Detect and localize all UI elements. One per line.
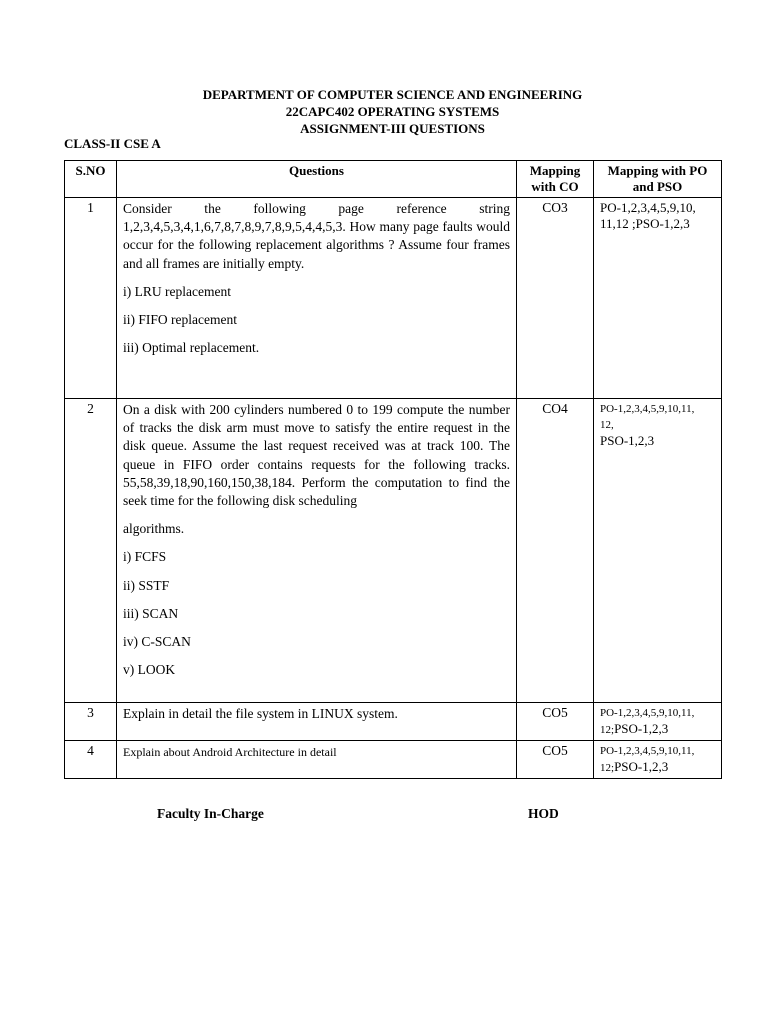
- question-text: Consider the following page reference string 1,2,3,4,5,3,4,1,6,7,8,7,8,9,7,8,9,5,4,4,5,3. How many page faults would occur for the following replacement algorithms ? Assume four frames and all frames are initially empty.: [123, 201, 510, 271]
- question-option: ii) FIFO replacement: [123, 312, 237, 328]
- row-po: [594, 198, 722, 399]
- po-line: PSO-1,2,3: [614, 759, 669, 774]
- table-row: [65, 703, 722, 741]
- header-questions: Questions: [117, 161, 517, 198]
- question-option: v) LOOK: [123, 662, 176, 678]
- table-row: [65, 741, 722, 779]
- po-line: 11,12 ;PSO-1,2,3: [600, 216, 690, 231]
- question-option: ii) SSTF: [123, 577, 170, 593]
- questions-table: [64, 160, 722, 779]
- question-option: iv) C-SCAN: [123, 634, 191, 650]
- po-line: PSO-1,2,3: [614, 721, 669, 736]
- course-title: 22CAPC402 OPERATING SYSTEMS: [285, 104, 500, 119]
- table-row: [65, 198, 722, 399]
- question-option: iii) Optimal replacement.: [123, 340, 260, 356]
- po-line: 12;: [600, 724, 615, 736]
- row-co: CO4: [517, 399, 594, 703]
- department-title: DEPARTMENT OF COMPUTER SCIENCE AND ENGINEERING: [202, 87, 583, 102]
- assignment-title: ASSIGNMENT-III QUESTIONS: [300, 121, 485, 136]
- row-co: CO3: [517, 198, 594, 399]
- question-option: algorithms.: [123, 521, 185, 537]
- header-po: Mapping with PO and PSO: [594, 161, 722, 198]
- row-sno: 3: [65, 703, 117, 741]
- question-option: i) FCFS: [123, 549, 167, 565]
- row-question: Explain about Android Architecture in detail: [117, 741, 517, 779]
- header-co: Mapping with CO: [517, 161, 594, 198]
- po-line: PO-1,2,3,4,5,9,10,11,: [600, 745, 695, 757]
- po-line: PO-1,2,3,4,5,9,10,: [600, 200, 696, 215]
- question-option: iii) SCAN: [123, 605, 179, 621]
- header-sno: S.NO: [65, 161, 117, 198]
- row-co: CO5: [517, 741, 594, 779]
- row-po: [594, 703, 722, 741]
- hod-signature-label: HOD: [528, 806, 559, 821]
- faculty-signature-label: Faculty In-Charge: [157, 806, 264, 821]
- document-header: [64, 86, 721, 137]
- row-question: [117, 198, 517, 399]
- po-line: PO-1,2,3,4,5,9,10,11,: [600, 403, 695, 415]
- row-question: Explain in detail the file system in LINUX system.: [117, 703, 517, 741]
- table-row: [65, 399, 722, 703]
- question-option: i) LRU replacement: [123, 283, 231, 299]
- po-line: 12,: [600, 419, 614, 431]
- class-label: CLASS-II CSE A: [64, 136, 161, 151]
- row-sno: 2: [65, 399, 117, 703]
- row-sno: 4: [65, 741, 117, 779]
- row-sno: 1: [65, 198, 117, 399]
- question-text: On a disk with 200 cylinders numbered 0 to 199 compute the number of tracks the disk arm must move to satisfy the entire request in the disk queue. Assume the last request received was at track 100. The queue in FIFO order contains requests for the following tracks. 55,58,39,18,90,160,150,38,184. Perform the computation to find the seek time for the following disk scheduling: [123, 402, 510, 509]
- po-line: PO-1,2,3,4,5,9,10,11,: [600, 707, 695, 719]
- po-line: 12;: [600, 762, 615, 774]
- row-po: [594, 399, 722, 703]
- table-header-row: [65, 161, 722, 198]
- row-co: CO5: [517, 703, 594, 741]
- po-line: PSO-1,2,3: [600, 433, 655, 448]
- row-question: [117, 399, 517, 703]
- row-po: [594, 741, 722, 779]
